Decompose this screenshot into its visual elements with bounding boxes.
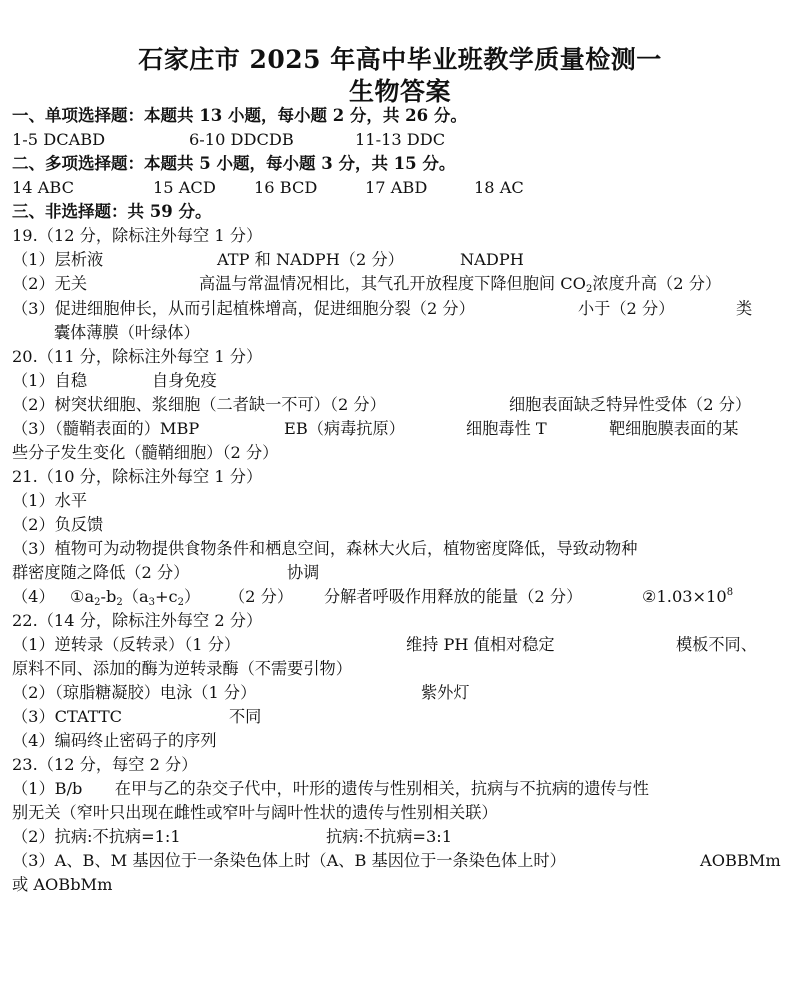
q20-line-1	[12, 369, 217, 392]
answer-text: 细胞毒性 T	[466, 419, 547, 438]
answer-group: 1-5 DCABD	[12, 130, 106, 149]
answer-group: 6-10 DDCDB	[189, 130, 294, 149]
q22-head: 22.（14 分，除标注外每空 2 分）	[12, 611, 263, 630]
q21-line-1: （1）水平	[12, 491, 88, 510]
answer-text: （3）CTATTC	[12, 707, 123, 726]
answer-text: 高温与常温情况相比，其气孔开放程度下降但胞间 $CO_2$浓度升高（2 分）	[199, 274, 722, 295]
answer-text: （4）	[12, 587, 55, 606]
answer-group: 14 ABC	[12, 178, 75, 197]
page-subtitle: 生物答案	[348, 77, 451, 106]
answer-text: 类	[736, 299, 753, 318]
answer-text: （1）逆转录（反转录）（1 分）	[12, 635, 241, 654]
q23-head: 23.（12 分，每空 2 分）	[12, 755, 198, 774]
answer-group: 16 BCD	[254, 178, 318, 197]
section-1-answers	[12, 128, 446, 151]
answer-text: （2）无关	[12, 274, 88, 293]
q20-line-2	[12, 393, 752, 416]
answer-group: 11-13 DDC	[355, 130, 446, 149]
q21-head: 21.（10 分，除标注外每空 1 分）	[12, 467, 263, 486]
answer-text: EB（病毒抗原）	[284, 419, 405, 438]
q21-line-3: （3）植物可为动物提供食物条件和栖息空间，森林大火后，植物密度降低，导致动物种	[12, 539, 638, 558]
q19-line-2	[12, 272, 722, 295]
answer-text: 紫外灯	[421, 683, 470, 702]
answer-text: （2）抗病:不抗病=1:1	[12, 827, 181, 846]
q20-head: 20.（11 分，除标注外每空 1 分）	[12, 347, 263, 366]
answer-text: （1）自稳	[12, 371, 88, 390]
answer-text: （3）（髓鞘表面的）MBP	[12, 419, 200, 438]
answer-text: 自身免疫	[152, 371, 217, 390]
answer-text: 抗病:不抗病=3:1	[326, 827, 453, 846]
answer-text: （1）层析液	[12, 250, 104, 269]
q19-line-1	[12, 248, 524, 271]
formula: $①a_2-b_2(a_3+c_2)$	[70, 587, 201, 608]
answer-text: （3）促进细胞伸长，从而引起植株增高，促进细胞分裂（2 分）	[12, 299, 475, 318]
q23-line-3	[12, 825, 453, 848]
answer-group: 15 ACD	[153, 178, 216, 197]
q23-line-1: （1）B/b 在甲与乙的杂交子代中，叶形的遗传与性别相关，抗病与不抗病的遗传与性	[12, 779, 649, 798]
q21-line-5	[12, 585, 734, 608]
answer-text: 靶细胞膜表面的某	[609, 419, 739, 438]
q23-line-2: 别无关（窄叶只出现在雌性或窄叶与阔叶性状的遗传与性别相关联）	[12, 803, 498, 822]
answer-text: （3）A、B、M 基因位于一条染色体上时（A、B 基因位于一条染色体上时）	[12, 851, 566, 870]
section-2-heading: 二、多项选择题：本题共 5 小题，每小题 3 分，共 15 分。	[12, 154, 456, 173]
answer-text: 分解者呼吸作用释放的能量（2 分）	[324, 587, 583, 606]
q23-line-4	[12, 849, 781, 872]
q22-line-5: （4）编码终止密码子的序列	[12, 731, 217, 750]
answer-text: （2）树突状细胞、浆细胞（二者缺一不可）（2 分）	[12, 395, 386, 414]
answer-text: 协调	[287, 563, 320, 582]
answer-text: $②1.03\times 10^8$	[642, 587, 734, 606]
q23-line-5: 或 AOBbMm	[12, 875, 113, 894]
answer-text: （2）（琼脂糖凝胶）电泳（1 分）	[12, 683, 257, 702]
answer-group: 18 AC	[474, 178, 524, 197]
answer-text: 维持 PH 值相对稳定	[406, 635, 555, 654]
answer-text: NADPH	[460, 250, 524, 269]
q22-line-1	[12, 633, 757, 656]
answer-text: 细胞表面缺乏特异性受体（2 分）	[509, 395, 752, 414]
q21-line-4	[12, 561, 320, 584]
q22-line-2: 原料不同、添加的酶为逆转录酶（不需要引物）	[12, 659, 352, 678]
answer-group: 17 ABD	[365, 178, 428, 197]
section-1-heading: 一、单项选择题：本题共 13 小题，每小题 2 分，共 26 分。	[12, 106, 467, 125]
section-2-answers	[12, 176, 524, 199]
q22-line-3	[12, 681, 470, 704]
q19-line-3	[12, 297, 753, 320]
q21-line-2: （2）负反馈	[12, 515, 104, 534]
answer-text: 不同	[229, 707, 262, 726]
page-title: 石家庄市 2025 年高中毕业班教学质量检测一	[138, 45, 662, 74]
answer-text: （2 分）	[229, 587, 294, 606]
q19-head: 19.（12 分，除标注外每空 1 分）	[12, 226, 263, 245]
section-3-heading: 三、非选择题：共 59 分。	[12, 202, 212, 221]
q20-line-4: 些分子发生变化（髓鞘细胞）（2 分）	[12, 443, 279, 462]
answer-text: 群密度随之降低（2 分）	[12, 563, 190, 582]
answer-text: AOBBMm	[700, 851, 781, 870]
q20-line-3	[12, 417, 739, 440]
answer-text: 小于（2 分）	[578, 299, 675, 318]
answer-text: ATP 和 NADPH（2 分）	[217, 250, 404, 269]
q19-line-4: 囊体薄膜（叶绿体）	[54, 323, 200, 342]
q22-line-4	[12, 705, 262, 728]
answer-text: 模板不同、	[676, 635, 757, 654]
